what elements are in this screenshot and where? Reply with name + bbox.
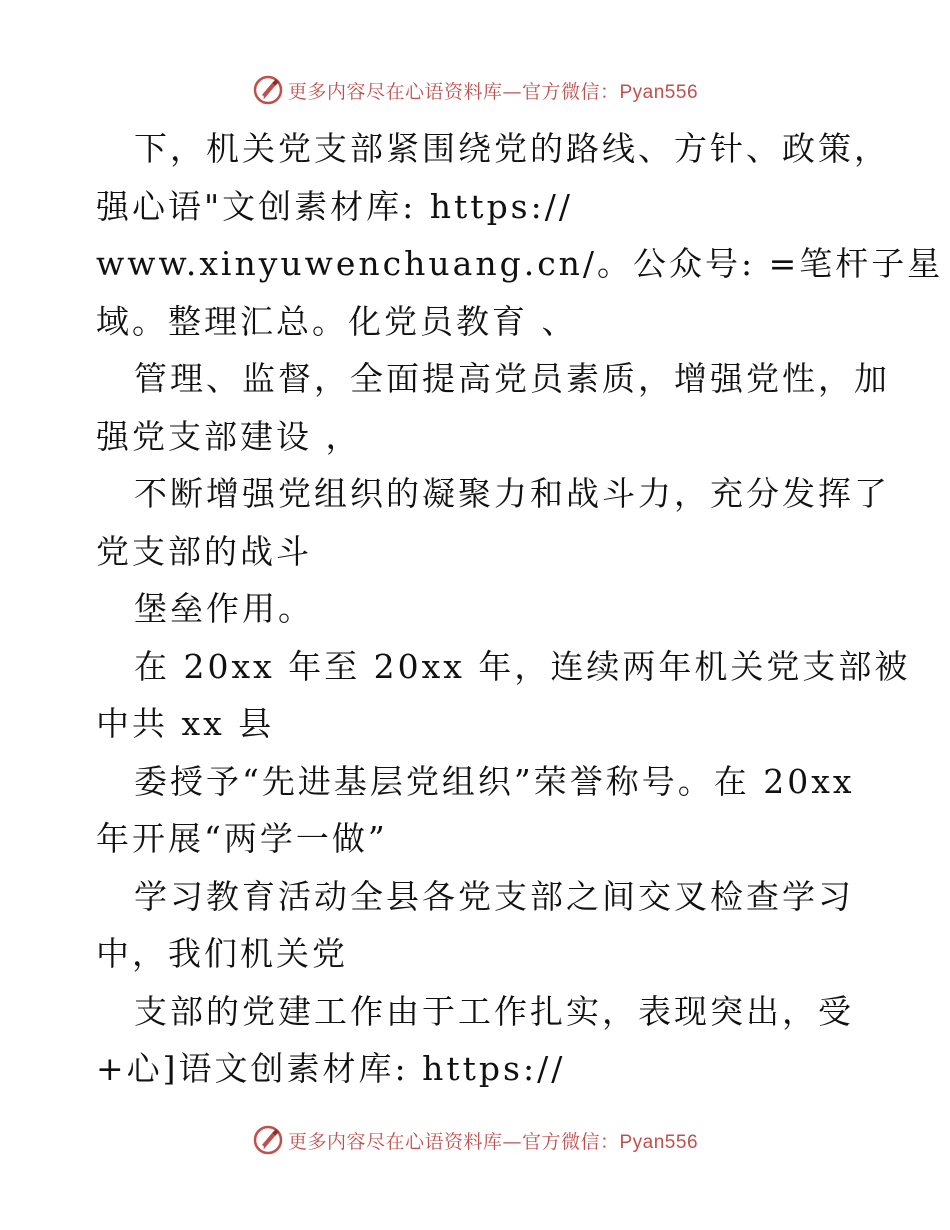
text-line: 强心语"文创素材库: https:// — [96, 186, 573, 226]
brand-logo-icon — [252, 1124, 284, 1156]
text-line: 强党支部建设 ， — [96, 416, 362, 456]
text-line: 党支部的战斗 — [96, 531, 312, 571]
watermark-handle: Pyan556 — [619, 1131, 699, 1153]
text-line: 域。整理汇总。化党员教育 、 — [96, 301, 578, 341]
watermark-text: 更多内容尽在心语资料库—官方微信：Pyan556 — [287, 80, 699, 103]
text-line: 中，我们机关党 — [96, 934, 348, 973]
text-line: 管理、监督，全面提高党员素质，增强党性，加 — [134, 359, 890, 398]
text-line: 下，机关党支部紧围绕党的路线、方针、政策， — [134, 129, 890, 168]
text-line: 堡垒作用。 — [134, 589, 314, 628]
text-line: 年开展“两学一做” — [96, 819, 388, 858]
document-body — [96, 120, 944, 1098]
text-line: 委授予“先进基层党组织”荣誉称号。在 20xx — [134, 761, 855, 801]
footer-watermark-banner — [0, 1120, 950, 1160]
text-line: 学习教育活动全县各党支部之间交叉检查学习 — [134, 876, 854, 916]
text-line: 在 20xx 年至 20xx 年，连续两年机关党支部被 — [134, 646, 911, 686]
header-watermark-banner — [0, 70, 950, 110]
text-line: www.xinyuwenchuang.cn/。公众号: =笔杆子星 — [96, 244, 944, 283]
watermark-handle: Pyan556 — [619, 81, 699, 103]
watermark-text: 更多内容尽在心语资料库—官方微信：Pyan556 — [287, 1130, 699, 1153]
text-line: 支部的党建工作由于工作扎实，表现突出，受 — [134, 991, 854, 1031]
text-line: +心]语文创素材库: https:// — [96, 1049, 566, 1088]
text-line: 不断增强党组织的凝聚力和战斗力，充分发挥了 — [134, 474, 890, 513]
text-line: 中共 xx 县 — [96, 704, 275, 743]
brand-logo-icon — [252, 74, 284, 106]
